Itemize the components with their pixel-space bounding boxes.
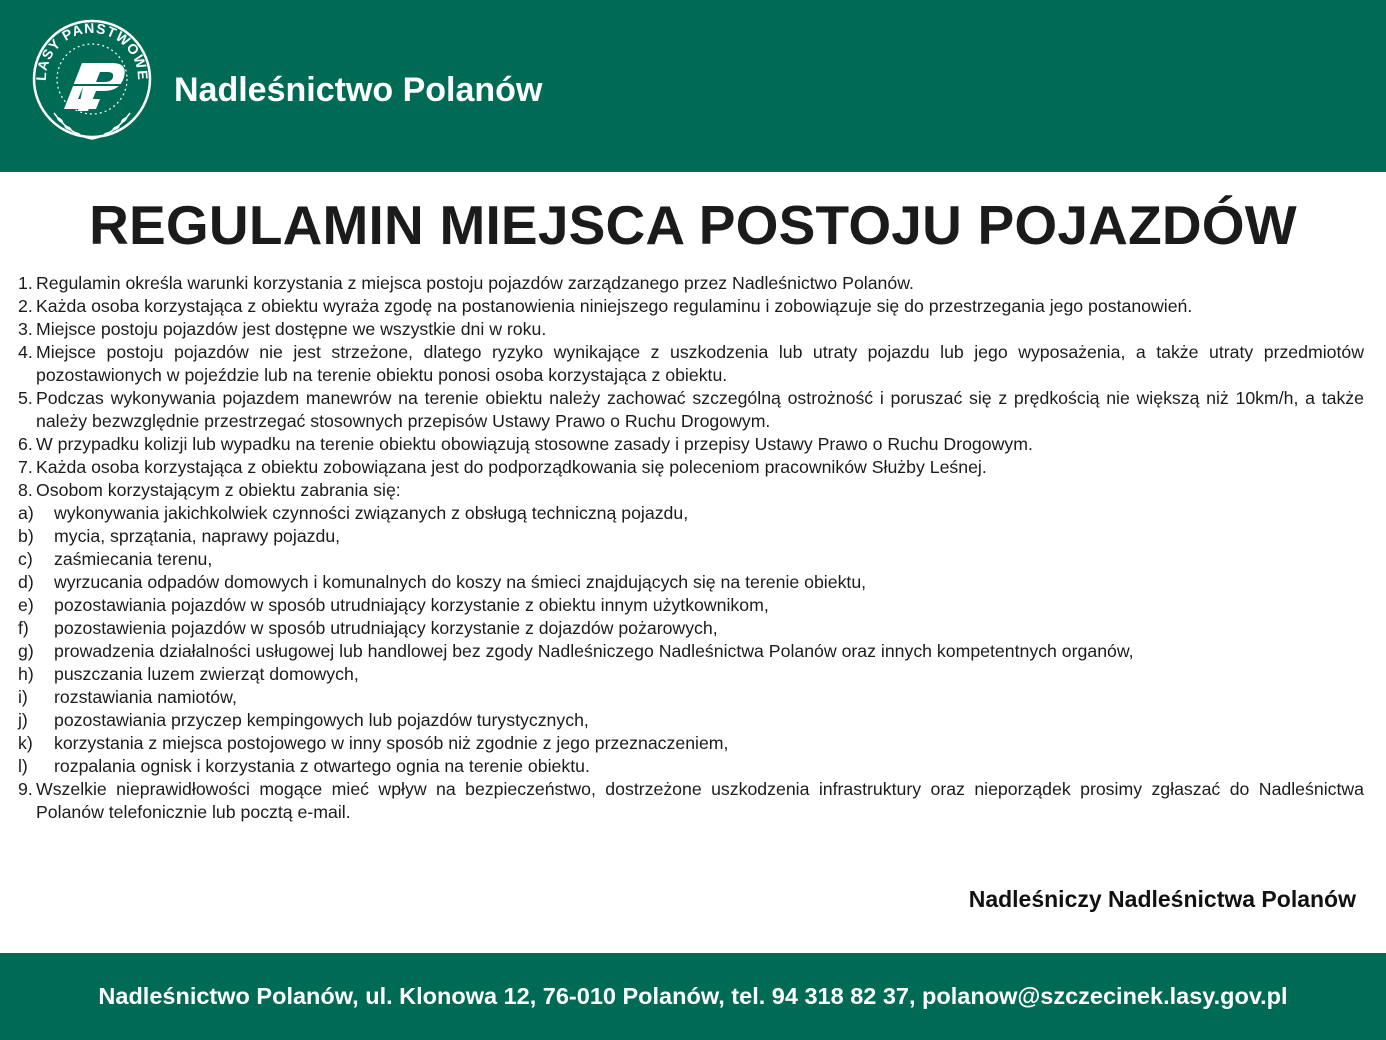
- organization-name: Nadleśnictwo Polanów: [174, 71, 543, 109]
- contact-info: Nadleśnictwo Polanów, ul. Klonowa 12, 76-010 Polanów, tel. 94 318 82 37, polanow@szczecinek.lasy.gov.pl: [98, 983, 1288, 1009]
- rule-number: 6.: [18, 434, 33, 454]
- prohibition-text: pozostawienia pojazdów w sposób utrudniający korzystanie z dojazdów pożarowych,: [54, 618, 718, 638]
- prohibition-letter: b): [18, 526, 34, 546]
- prohibition-item: [18, 594, 1364, 617]
- prohibition-item: [18, 709, 1364, 732]
- prohibition-item: [18, 617, 1364, 640]
- prohibition-item: [18, 571, 1364, 594]
- signature: Nadleśniczy Nadleśnictwa Polanów: [968, 886, 1356, 912]
- header-banner: [0, 0, 1386, 172]
- prohibition-letter: j): [18, 710, 28, 730]
- prohibition-text: korzystania z miejsca postojowego w inny sposób niż zgodnie z jego przeznaczeniem,: [54, 733, 729, 753]
- prohibition-letter: g): [18, 641, 34, 661]
- rule-text: Każda osoba korzystająca z obiektu zobowiązana jest do podporządkowania się poleceniom pracowników Służby Leśnej.: [36, 457, 987, 477]
- rules-list: [18, 272, 1364, 824]
- rule-number: 1.: [18, 273, 33, 293]
- rule-item: [18, 341, 1364, 387]
- prohibition-text: prowadzenia działalności usługowej lub handlowej bez zgody Nadleśniczego Nadleśnictwa Polanów oraz innych kompetentnych organów,: [54, 641, 1134, 661]
- rule-item: [18, 272, 1364, 295]
- prohibition-text: rozstawiania namiotów,: [54, 687, 237, 707]
- lasy-panstwowe-logo: [30, 17, 154, 151]
- prohibition-letter: f): [18, 618, 29, 638]
- prohibition-text: puszczania luzem zwierząt domowych,: [54, 664, 359, 684]
- prohibition-text: mycia, sprzątania, naprawy pojazdu,: [54, 526, 341, 546]
- rule-text: Osobom korzystającym z obiektu zabrania się:: [36, 480, 401, 500]
- prohibition-item: [18, 502, 1364, 525]
- rule-number: 3.: [18, 319, 33, 339]
- prohibition-text: wykonywania jakichkolwiek czynności związanych z obsługą techniczną pojazdu,: [54, 503, 689, 523]
- prohibition-letter: h): [18, 664, 34, 684]
- rule-number: 8.: [18, 480, 33, 500]
- prohibition-item: [18, 755, 1364, 778]
- rule-item: [18, 456, 1364, 479]
- rule-text: Regulamin określa warunki korzystania z miejsca postoju pojazdów zarządzanego przez Nadleśnictwo Polanów.: [36, 273, 914, 293]
- rule-number: 4.: [18, 342, 33, 362]
- rule-item: [18, 387, 1364, 433]
- prohibition-letter: k): [18, 733, 33, 753]
- rule-text: Każda osoba korzystająca z obiektu wyraża zgodę na postanowienia niniejszego regulaminu i zobowiązuje się do przestrzegania jego postanowień.: [36, 296, 1193, 316]
- prohibition-letter: e): [18, 595, 34, 615]
- prohibition-item: [18, 732, 1364, 755]
- logo-lettering: LASY PAŃSTWOWE: [32, 19, 152, 82]
- prohibition-text: wyrzucania odpadów domowych i komunalnych do koszy na śmieci znajdujących się na terenie obiektu,: [54, 572, 867, 592]
- prohibition-text: pozostawiania pojazdów w sposób utrudniający korzystanie z obiektu innym użytkownikom,: [54, 595, 769, 615]
- rule-number: 2.: [18, 296, 33, 316]
- rule-text: Wszelkie nieprawidłowości mogące mieć wpływ na bezpieczeństwo, dostrzeżone uszkodzenia infrastruktury oraz nieporządek prosimy zgłaszać do Nadleśnictwa Polanów telefonicznie lub pocztą e-mail.: [36, 779, 1364, 822]
- rule-number: 9.: [18, 779, 33, 799]
- rule-text: W przypadku kolizji lub wypadku na terenie obiektu obowiązują stosowne zasady i przepisy Ustawy Prawo o Ruchu Drogowym.: [36, 434, 1033, 454]
- prohibition-text: pozostawiania przyczep kempingowych lub pojazdów turystycznych,: [54, 710, 589, 730]
- prohibition-letter: a): [18, 503, 34, 523]
- rule-item: [18, 479, 1364, 502]
- rule-number: 7.: [18, 457, 33, 477]
- prohibition-text: zaśmiecania terenu,: [54, 549, 213, 569]
- rule-item: [18, 318, 1364, 341]
- rule-item: [18, 295, 1364, 318]
- prohibition-letter: l): [18, 756, 28, 776]
- prohibition-letter: c): [18, 549, 33, 569]
- footer-banner: [0, 953, 1386, 1040]
- prohibition-text: rozpalania ognisk i korzystania z otwartego ognia na terenie obiektu.: [54, 756, 590, 776]
- prohibition-item: [18, 548, 1364, 571]
- rule-item: [18, 778, 1364, 824]
- prohibition-item: [18, 663, 1364, 686]
- rule-item: [18, 433, 1364, 456]
- prohibition-item: [18, 525, 1364, 548]
- document-title: REGULAMIN MIEJSCA POSTOJU POJAZDÓW: [89, 194, 1297, 256]
- rule-text: Miejsce postoju pojazdów nie jest strzeżone, dlatego ryzyko wynikające z uszkodzenia lub utraty pojazdu lub jego wyposażenia, a także utraty przedmiotów pozostawionych w pojeździe lub na terenie obiektu ponosi osoba korzystająca z obiektu.: [36, 342, 1364, 385]
- rule-text: Podczas wykonywania pojazdem manewrów na terenie obiektu należy zachować szczególną ostrożność i poruszać się z prędkością nie większą niż 10km/h, a także należy bezwzględnie przestrzegać stosownych przepisów Ustawy Prawo o Ruchu Drogowym.: [36, 388, 1364, 431]
- rule-text: Miejsce postoju pojazdów jest dostępne we wszystkie dni w roku.: [36, 319, 547, 339]
- rule-number: 5.: [18, 388, 33, 408]
- prohibition-item: [18, 686, 1364, 709]
- prohibition-letter: d): [18, 572, 34, 592]
- prohibition-letter: i): [18, 687, 28, 707]
- prohibition-item: [18, 640, 1364, 663]
